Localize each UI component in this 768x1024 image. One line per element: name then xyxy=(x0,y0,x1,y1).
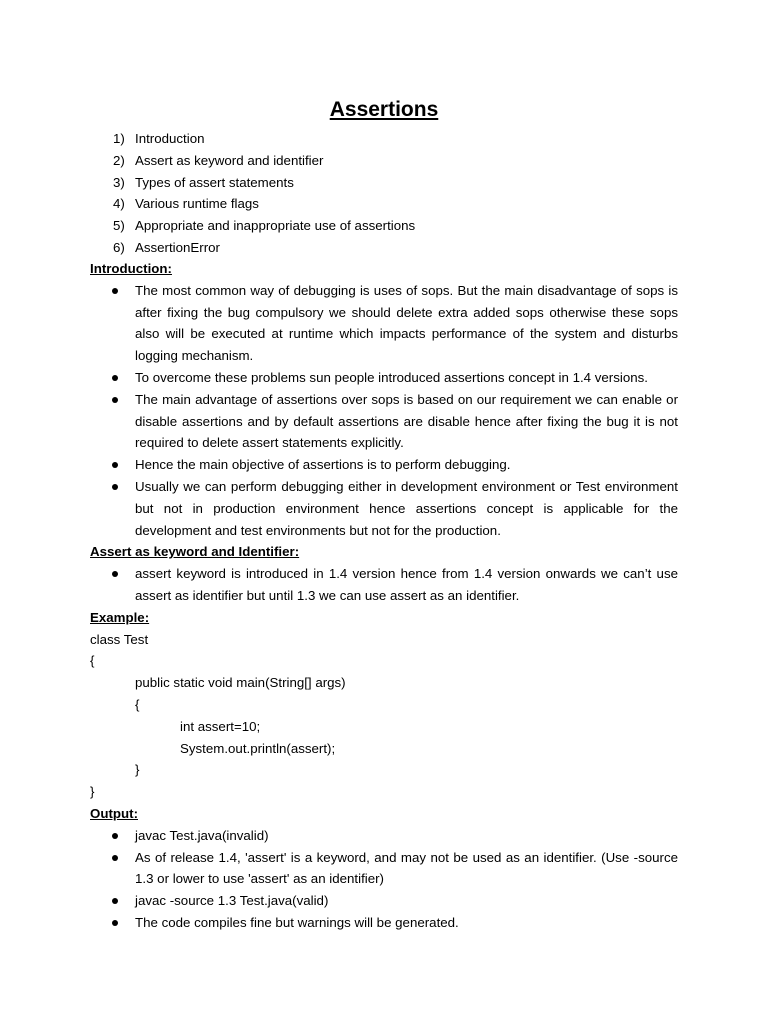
list-item xyxy=(90,280,678,367)
list-item-text: The most common way of debugging is uses of sops. But the main disadvantage of sops is after fixing the bug compulsory we should delete extra added sops otherwise these sops also will be executed at runtime which impacts performance of the system and disturbs logging mechanism. xyxy=(135,282,678,364)
code-line: class Test xyxy=(90,631,149,647)
toc-number: 1) xyxy=(113,131,125,146)
code-line: int assert=10; xyxy=(180,718,261,734)
list-item-text: To overcome these problems sun people introduced assertions concept in 1.4 versions. xyxy=(135,369,648,385)
code-line: } xyxy=(135,762,140,778)
toc-text: Types of assert statements xyxy=(135,174,294,190)
bullet-icon xyxy=(112,898,118,904)
bullet-icon xyxy=(112,855,118,861)
toc-item xyxy=(0,215,768,237)
toc-number: 3) xyxy=(113,174,125,190)
code-line: { xyxy=(90,653,95,669)
output-list xyxy=(90,825,678,934)
toc-item xyxy=(0,172,768,194)
toc-number: 5) xyxy=(113,218,125,234)
toc-item xyxy=(0,128,768,150)
toc-number: 2) xyxy=(113,152,125,168)
output-heading: Output: xyxy=(90,805,138,821)
list-item xyxy=(90,825,678,847)
bullet-icon xyxy=(112,571,118,577)
list-item-text: As of release 1.4, 'assert' is a keyword, and may not be used as an identifier. (Use -source 1.3 or lower to use 'assert' as an identifier) xyxy=(135,849,678,887)
introduction-heading: Introduction: xyxy=(90,261,172,276)
list-item-text: assert keyword is introduced in 1.4 version hence from 1.4 version onwards we can’t use assert as identifier but until 1.3 we can use assert as an identifier. xyxy=(135,566,678,603)
list-item-text: javac -source 1.3 Test.java(valid) xyxy=(135,893,329,909)
list-item xyxy=(90,847,678,891)
toc-text: Introduction xyxy=(135,131,205,146)
assert-keyword-list xyxy=(90,563,678,607)
list-item-text: Usually we can perform debugging either in development environment or Test environment but not in production environment hence assertions concept is applicable for the development and test environments but not for the production. xyxy=(135,478,678,538)
toc-text: Various runtime flags xyxy=(135,196,259,212)
list-item xyxy=(90,476,678,541)
toc-item xyxy=(0,193,768,215)
introduction-list xyxy=(90,280,678,542)
code-line: System.out.println(assert); xyxy=(180,740,336,756)
toc-number: 4) xyxy=(113,196,125,212)
list-item xyxy=(90,367,678,389)
bullet-icon xyxy=(112,833,118,839)
bullet-icon xyxy=(112,484,118,490)
list-item xyxy=(90,890,678,912)
list-item xyxy=(90,563,678,607)
list-item-text: The code compiles fine but warnings will be generated. xyxy=(135,914,459,930)
toc-item xyxy=(0,237,768,259)
code-line: } xyxy=(90,784,95,800)
bullet-icon xyxy=(112,920,118,926)
bullet-icon xyxy=(112,397,118,403)
toc-item xyxy=(0,150,768,172)
list-item-text: The main advantage of assertions over sops is based on our requirement we can enable or disable assertions and by default assertions are disable hence after fixing the bug it is not required to delete assert statements explicitly. xyxy=(135,391,678,451)
list-item-text: Hence the main objective of assertions is to perform debugging. xyxy=(135,457,511,473)
toc-text: AssertionError xyxy=(135,239,220,255)
list-item-text: javac Test.java(invalid) xyxy=(135,827,269,843)
list-item xyxy=(90,912,678,934)
example-heading: Example: xyxy=(90,609,150,625)
list-item xyxy=(90,454,678,476)
page-title: Assertions xyxy=(329,98,439,121)
code-block xyxy=(90,629,678,803)
list-item xyxy=(90,389,678,454)
toc-text: Assert as keyword and identifier xyxy=(135,152,324,168)
bullet-icon xyxy=(112,288,118,294)
code-line: { xyxy=(135,696,140,712)
assert-keyword-heading: Assert as keyword and Identifier: xyxy=(90,544,300,560)
bullet-icon xyxy=(112,462,118,468)
toc-number: 6) xyxy=(113,239,125,255)
table-of-contents xyxy=(0,128,768,259)
toc-text: Appropriate and inappropriate use of assertions xyxy=(135,218,416,234)
code-line: public static void main(String[] args) xyxy=(135,675,346,691)
bullet-icon xyxy=(112,375,118,381)
document-body xyxy=(90,258,678,934)
